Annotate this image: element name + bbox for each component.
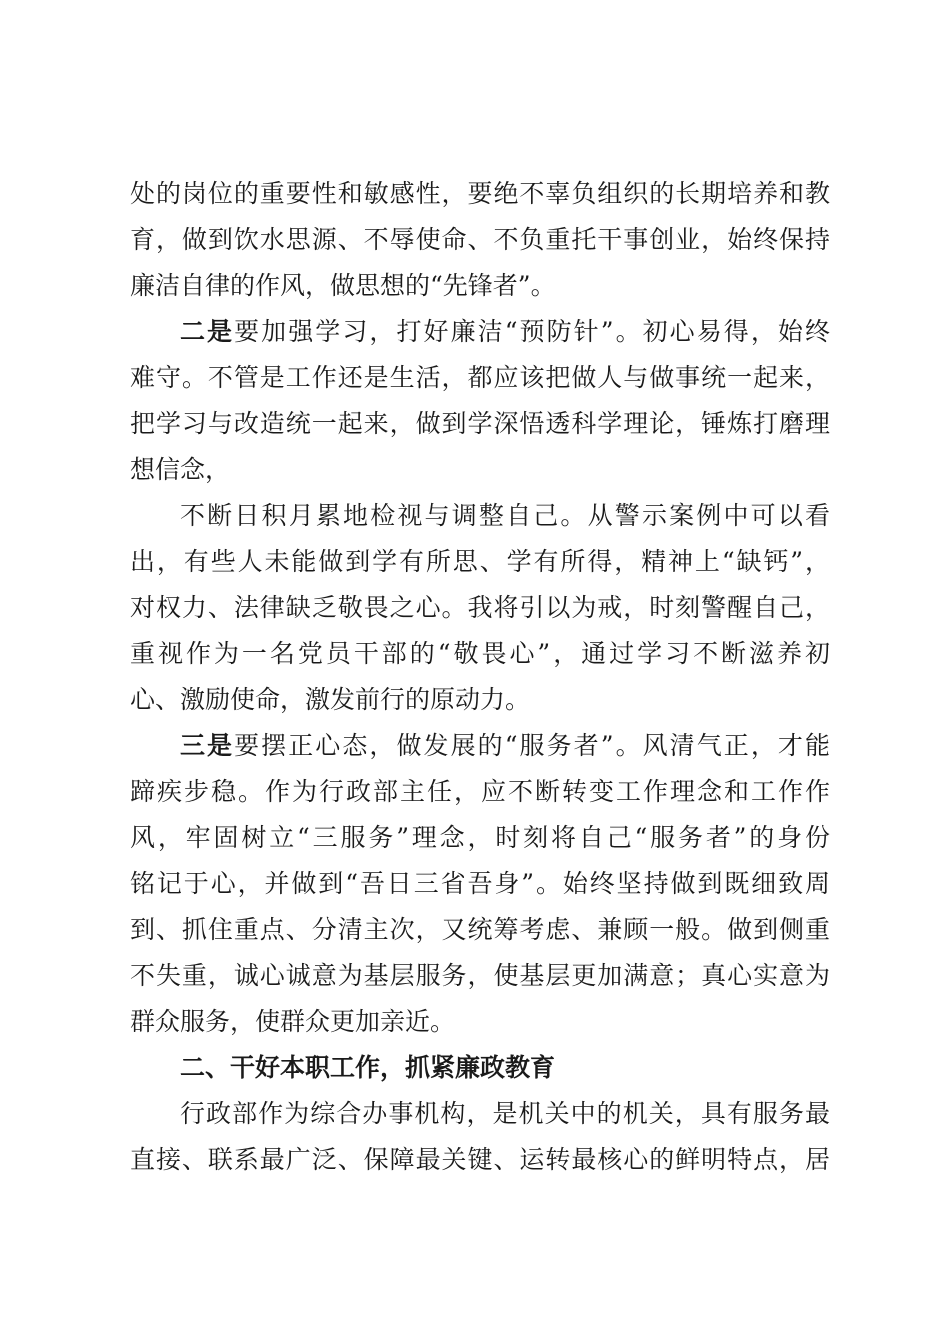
paragraph-3-line-3: 对权力、法律缺乏敬畏之心。我将引以为戒，时刻警醒自己， [130,593,830,622]
paragraph-1-line-1: 处的岗位的重要性和敏感性，要绝不辜负组织的长期培养和教 [130,179,830,208]
paragraph-3-line-5: 心、激励使命，激发前行的原动力。 [130,685,531,714]
paragraph-4-line-3: 风，牢固树立“三服务”理念，时刻将自己“服务者”的身份 [130,823,830,852]
paragraph-5-line-2: 直接、联系最广泛、保障最关键、运转最核心的鲜明特点，居 [130,1145,830,1174]
paragraph-1-line-2: 育，做到饮水思源、不辱使命、不负重托干事创业，始终保持 [130,225,830,254]
paragraph-2-line-3: 把学习与改造统一起来，做到学深悟透科学理论，锤炼打磨理 [130,409,830,438]
paragraph-4-lead: 三是 [180,731,235,760]
paragraph-4-line-7: 群众服务，使群众更加亲近。 [130,1007,456,1036]
paragraph-3-line-2: 出，有些人未能做到学有所思、学有所得，精神上“缺钙”， [130,547,830,576]
paragraph-2-line-4: 想信念， [130,455,231,484]
paragraph-2-line-1-text: 要加强学习，打好廉洁“预防针”。初心易得，始终 [234,317,830,346]
paragraph-4-line-1 [180,724,830,768]
paragraph-3-line-4: 重视作为一名党员干部的“敬畏心”，通过学习不断滋养初 [130,639,830,668]
paragraph-4-line-4: 铭记于心，并做到“吾日三省吾身”。始终坚持做到既细致周 [130,869,830,898]
paragraph-2-lead: 二是 [180,317,235,346]
paragraph-2-line-1 [180,310,830,354]
paragraph-4-line-5: 到、抓住重点、分清主次，又统筹考虑、兼顾一般。做到侧重 [130,915,830,944]
paragraph-4-line-6: 不失重，诚心诚意为基层服务，使基层更加满意；真心实意为 [130,961,830,990]
section-heading: 二、干好本职工作，抓紧廉政教育 [180,1053,556,1082]
paragraph-2-line-2: 难守。不管是工作还是生活，都应该把做人与做事统一起来， [130,363,830,392]
paragraph-4-line-1-text: 要摆正心态，做发展的“服务者”。风清气正，才能 [234,731,830,760]
paragraph-4-line-2: 蹄疾步稳。作为行政部主任，应不断转变工作理念和工作作 [130,777,830,806]
paragraph-1-line-3: 廉洁自律的作风，做思想的“先锋者”。 [130,271,556,300]
paragraph-5-line-1: 行政部作为综合办事机构，是机关中的机关，具有服务最 [180,1099,830,1128]
paragraph-3-line-1: 不断日积月累地检视与调整自己。从警示案例中可以看 [180,501,830,530]
